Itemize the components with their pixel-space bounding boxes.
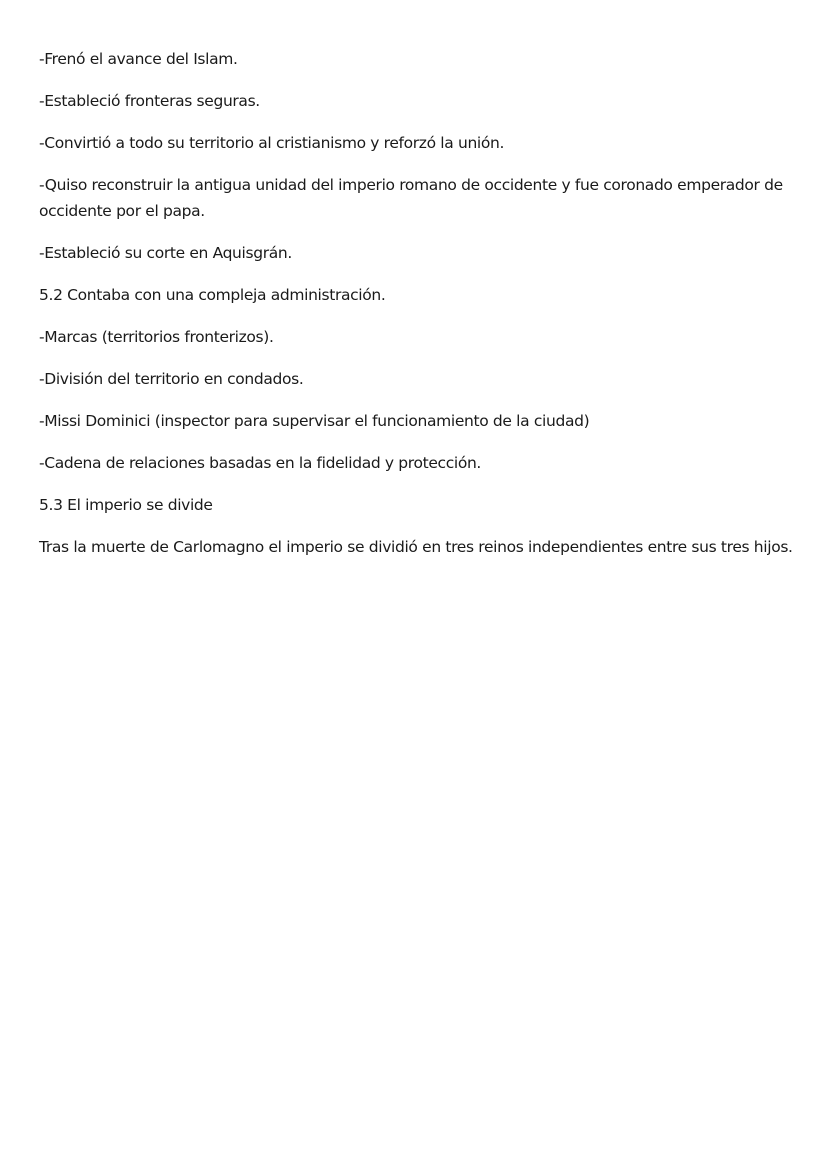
document-page — [39, 46, 799, 576]
bullet-cadena-relaciones: -Cadena de relaciones basadas en la fidelidad y protección. — [39, 454, 482, 472]
bullet-marcas: -Marcas (territorios fronterizos). — [39, 328, 274, 346]
bullet-cristianismo: -Convirtió a todo su territorio al cristianismo y reforzó la unión. — [39, 134, 505, 152]
bullet-aquisgran: -Estableció su corte en Aquisgrán. — [39, 244, 292, 262]
bullet-imperio-romano: -Quiso reconstruir la antigua unidad del imperio romano de occidente y fue coronado emperador de occidente por el papa. — [39, 176, 783, 220]
section-heading-5-3: 5.3 El imperio se divide — [39, 496, 213, 514]
bullet-condados: -División del territorio en condados. — [39, 370, 304, 388]
paragraph-division-imperio: Tras la muerte de Carlomagno el imperio se dividió en tres reinos independientes entre sus tres hijos. — [39, 538, 793, 556]
section-heading-5-2: 5.2 Contaba con una compleja administración. — [39, 286, 386, 304]
bullet-islam: -Frenó el avance del Islam. — [39, 50, 238, 68]
bullet-missi-dominici: -Missi Dominici (inspector para supervisar el funcionamiento de la ciudad) — [39, 412, 590, 430]
bullet-fronteras: -Estableció fronteras seguras. — [39, 92, 260, 110]
